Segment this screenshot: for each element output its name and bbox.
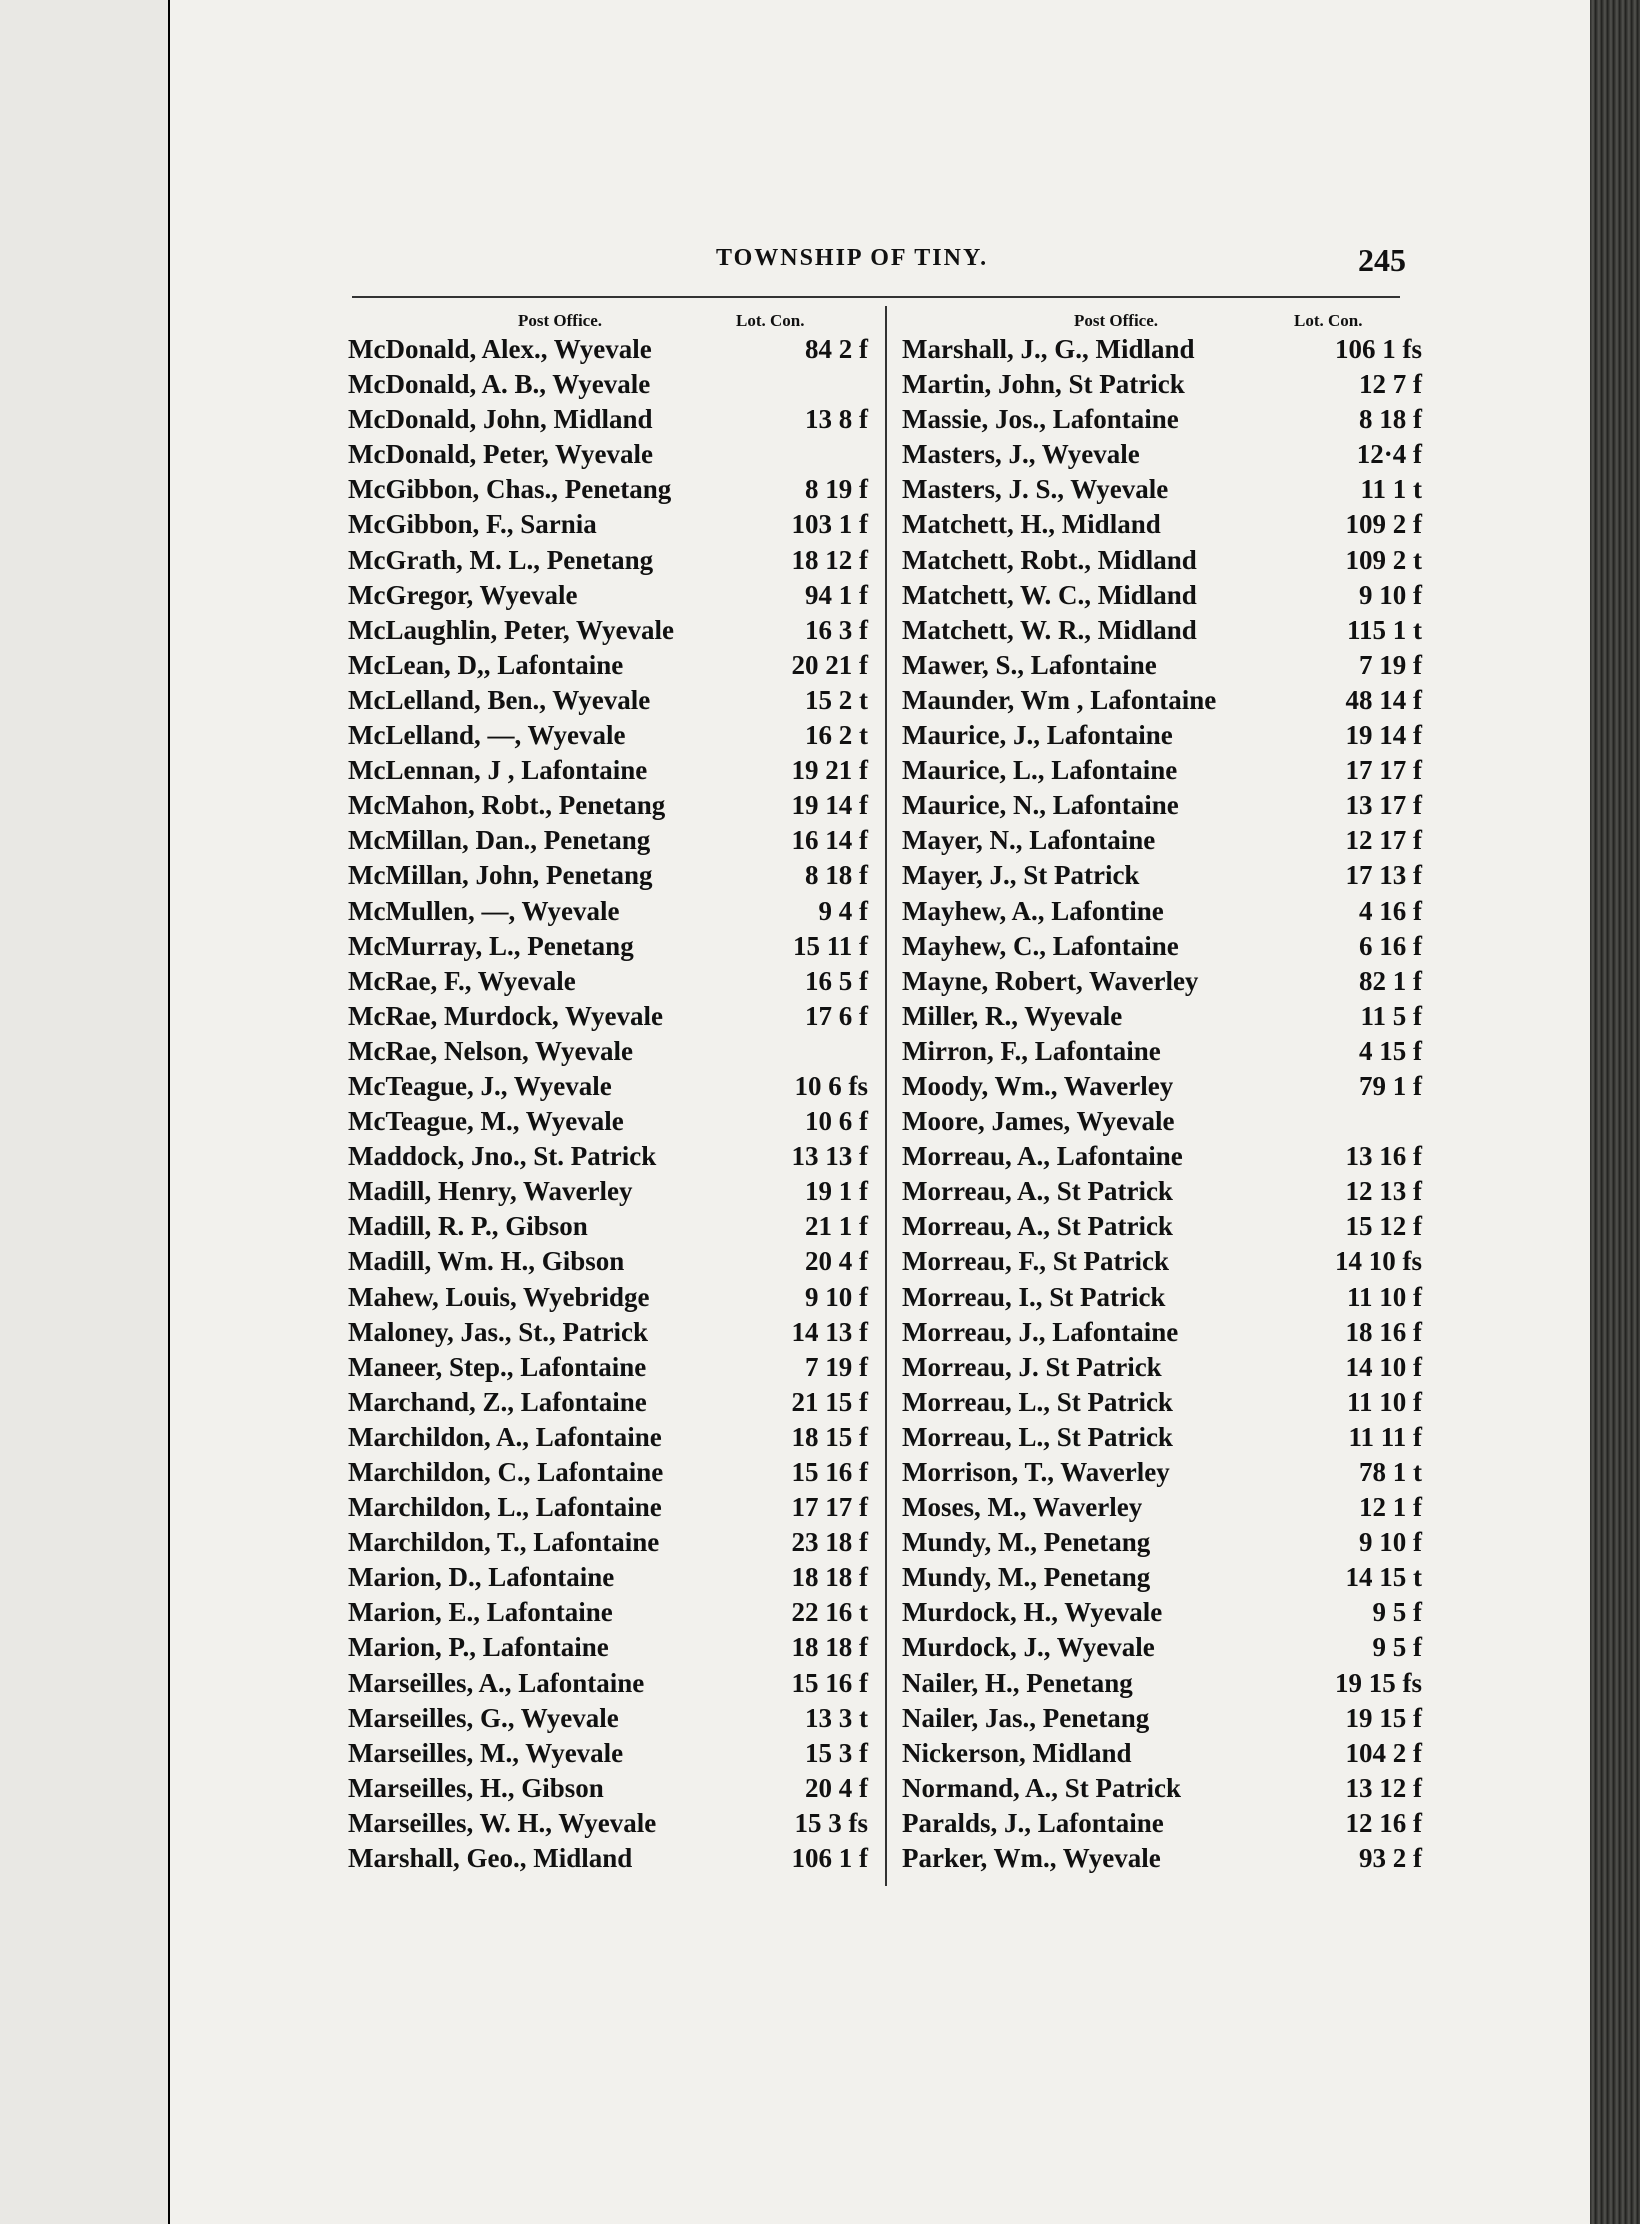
resident-name-post-office: Marseilles, M., Wyevale (348, 1737, 624, 1768)
resident-name-post-office: Morreau, F., St Patrick (902, 1246, 1169, 1277)
directory-entry (348, 648, 868, 683)
lot-concession: 82 1 f (1359, 965, 1422, 996)
resident-name-post-office: Massie, Jos., Lafontaine (902, 404, 1179, 435)
directory-entry (902, 1771, 1422, 1806)
lot-concession: 7 19 f (805, 1351, 868, 1382)
directory-entry (902, 718, 1422, 753)
lot-con-header: Lot. Con. (1294, 311, 1363, 330)
lot-concession: 15 3 fs (794, 1807, 868, 1838)
directory-entry (348, 1771, 868, 1806)
lot-concession: 16 5 f (805, 965, 868, 996)
directory-entry (348, 964, 868, 999)
resident-name-post-office: McLelland, —, Wyevale (348, 720, 626, 751)
resident-name-post-office: Marseilles, H., Gibson (348, 1772, 604, 1803)
directory-entry (348, 1595, 868, 1630)
lot-concession: 20 21 f (791, 649, 868, 680)
lot-concession: 11 5 f (1360, 1000, 1422, 1031)
resident-name-post-office: Parker, Wm., Wyevale (902, 1843, 1161, 1874)
resident-name-post-office: Masters, J., Wyevale (902, 439, 1140, 470)
directory-entry (902, 1560, 1422, 1595)
resident-name-post-office: McRae, F., Wyevale (348, 965, 576, 996)
resident-name-post-office: Mayhew, C., Lafontaine (902, 930, 1179, 961)
lot-concession: 23 18 f (791, 1527, 868, 1558)
directory-entry (902, 1315, 1422, 1350)
resident-name-post-office: McRae, Murdock, Wyevale (348, 1000, 663, 1031)
resident-name-post-office: Maurice, L., Lafontaine (902, 755, 1178, 786)
directory-entry (902, 964, 1422, 999)
lot-concession: 16 2 t (805, 720, 868, 751)
resident-name-post-office: Marchildon, T., Lafontaine (348, 1527, 660, 1558)
resident-name-post-office: McMahon, Robt., Penetang (348, 790, 666, 821)
resident-name-post-office: Mundy, M., Penetang (902, 1562, 1151, 1593)
directory-entry (348, 1525, 868, 1560)
lot-concession: 18 12 f (791, 544, 868, 575)
directory-entry (348, 858, 868, 893)
directory-entry (902, 1244, 1422, 1279)
lot-concession: 109 2 t (1345, 544, 1422, 575)
directory-entry (902, 1490, 1422, 1525)
lot-concession: 14 10 f (1345, 1351, 1422, 1382)
directory-entry (348, 1034, 868, 1069)
resident-name-post-office: Martin, John, St Patrick (902, 369, 1185, 400)
resident-name-post-office: Maunder, Wm , Lafontaine (902, 684, 1217, 715)
lot-concession: 115 1 t (1346, 614, 1422, 645)
directory-entry (902, 683, 1422, 718)
lot-concession: 9 10 f (1359, 1527, 1422, 1558)
directory-entry (348, 1139, 868, 1174)
resident-name-post-office: McMillan, Dan., Penetang (348, 825, 651, 856)
directory-entry (902, 332, 1422, 367)
directory-entry (902, 472, 1422, 507)
lot-concession: 20 4 f (805, 1246, 868, 1277)
lot-concession: 19 14 f (791, 790, 868, 821)
directory-entry (348, 929, 868, 964)
lot-concession: 12 1 f (1359, 1492, 1422, 1523)
lot-concession: 8 18 f (805, 860, 868, 891)
lot-concession: 12 13 f (1345, 1176, 1422, 1207)
directory-entry (348, 788, 868, 823)
lot-concession: 7 19 f (1359, 649, 1422, 680)
lot-concession: 48 14 f (1345, 684, 1422, 715)
directory-entry (902, 437, 1422, 472)
lot-concession: 20 4 f (805, 1772, 868, 1803)
lot-concession: 18 18 f (791, 1562, 868, 1593)
lot-concession: 12 7 f (1359, 369, 1422, 400)
directory-entry (348, 1490, 868, 1525)
lot-concession: 9 10 f (1359, 579, 1422, 610)
lot-concession: 11 11 f (1348, 1421, 1422, 1452)
directory-entry (902, 1174, 1422, 1209)
directory-entry (902, 929, 1422, 964)
lot-concession: 4 16 f (1359, 895, 1422, 926)
resident-name-post-office: Marseilles, W. H., Wyevale (348, 1807, 657, 1838)
directory-entry (902, 543, 1422, 578)
resident-name-post-office: McTeague, M., Wyevale (348, 1106, 624, 1137)
resident-name-post-office: McRae, Nelson, Wyevale (348, 1035, 633, 1066)
lot-concession: 19 15 fs (1335, 1667, 1422, 1698)
lot-concession: 106 1 f (791, 1843, 868, 1874)
page-number: 245 (1358, 242, 1406, 278)
directory-entry (902, 1209, 1422, 1244)
book-binding-edge (1590, 0, 1640, 2224)
resident-name-post-office: McGibbon, Chas., Penetang (348, 474, 672, 505)
directory-entry (902, 858, 1422, 893)
directory-entry (902, 1841, 1422, 1876)
resident-name-post-office: Nickerson, Midland (902, 1737, 1132, 1768)
directory-entry (348, 1560, 868, 1595)
directory-entry (348, 1174, 868, 1209)
resident-name-post-office: Mayer, J., St Patrick (902, 860, 1140, 891)
lot-concession: 19 1 f (805, 1176, 868, 1207)
lot-concession: 109 2 f (1345, 509, 1422, 540)
lot-concession: 19 14 f (1345, 720, 1422, 751)
lot-concession: 10 6 f (805, 1106, 868, 1137)
directory-entry (902, 402, 1422, 437)
lot-concession: 11 10 f (1346, 1281, 1422, 1312)
lot-concession: 103 1 f (791, 509, 868, 540)
lot-concession: 13 8 f (805, 404, 868, 435)
directory-entry (348, 1666, 868, 1701)
lot-concession: 19 15 f (1345, 1702, 1422, 1733)
directory-entry (902, 1069, 1422, 1104)
directory-entry (348, 1244, 868, 1279)
directory-entry (348, 1701, 868, 1736)
directory-entry (902, 648, 1422, 683)
directory-entry (348, 578, 868, 613)
directory-entry (902, 1630, 1422, 1665)
lot-concession: 16 3 f (805, 614, 868, 645)
directory-entry (348, 1736, 868, 1771)
directory-entry (348, 1280, 868, 1315)
resident-name-post-office: Marion, P., Lafontaine (348, 1632, 609, 1663)
resident-name-post-office: Marseilles, G., Wyevale (348, 1702, 619, 1733)
resident-name-post-office: Matchett, W. C., Midland (902, 579, 1197, 610)
resident-name-post-office: Morreau, A., St Patrick (902, 1176, 1173, 1207)
directory-entry (902, 1139, 1422, 1174)
directory-entry (902, 1034, 1422, 1069)
resident-name-post-office: Marseilles, A., Lafontaine (348, 1667, 645, 1698)
resident-name-post-office: McGibbon, F., Sarnia (348, 509, 597, 540)
resident-name-post-office: Marchildon, A., Lafontaine (348, 1421, 662, 1452)
resident-name-post-office: McMullen, —, Wyevale (348, 895, 620, 926)
resident-name-post-office: McLaughlin, Peter, Wyevale (348, 614, 674, 645)
lot-concession: 11 1 t (1360, 474, 1422, 505)
lot-concession: 21 1 f (805, 1211, 868, 1242)
directory-entry (348, 507, 868, 542)
directory-entry (348, 1104, 868, 1139)
lot-concession: 14 15 t (1345, 1562, 1422, 1593)
resident-name-post-office: Morreau, L., St Patrick (902, 1386, 1173, 1417)
resident-name-post-office: McDonald, Alex., Wyevale (348, 334, 652, 364)
lot-concession: 104 2 f (1345, 1737, 1422, 1768)
resident-name-post-office: Maneer, Step., Lafontaine (348, 1351, 647, 1382)
directory-entry (348, 1806, 868, 1841)
resident-name-post-office: McMillan, John, Penetang (348, 860, 653, 891)
resident-name-post-office: Madill, Wm. H., Gibson (348, 1246, 625, 1277)
lot-concession: 17 17 f (1345, 755, 1422, 786)
lot-concession: 6 16 f (1359, 930, 1422, 961)
directory-entry (348, 543, 868, 578)
header-rule (352, 296, 1400, 298)
resident-name-post-office: Mayne, Robert, Waverley (902, 965, 1199, 996)
lot-concession: 17 6 f (805, 1000, 868, 1031)
resident-name-post-office: Marchildon, C., Lafontaine (348, 1457, 664, 1487)
directory-entry (902, 1666, 1422, 1701)
resident-name-post-office: Moses, M., Waverley (902, 1492, 1143, 1523)
lot-concession: 15 3 f (805, 1737, 868, 1768)
resident-name-post-office: McMurray, L., Penetang (348, 930, 634, 961)
page-title: TOWNSHIP OF TINY. (716, 245, 989, 271)
resident-name-post-office: Matchett, Robt., Midland (902, 544, 1197, 575)
lot-concession: 9 4 f (818, 895, 868, 926)
resident-name-post-office: McGrath, M. L., Penetang (348, 544, 654, 575)
lot-concession: 22 16 t (791, 1597, 868, 1628)
resident-name-post-office: Maloney, Jas., St., Patrick (348, 1316, 648, 1347)
resident-name-post-office: McDonald, A. B., Wyevale (348, 369, 651, 400)
resident-name-post-office: Marshall, J., G., Midland (902, 334, 1195, 364)
resident-name-post-office: McDonald, Peter, Wyevale (348, 439, 653, 470)
directory-entry (348, 1209, 868, 1244)
directory-entry (902, 1280, 1422, 1315)
directory-entry (348, 1385, 868, 1420)
lot-concession: 12 17 f (1345, 825, 1422, 856)
lot-concession: 94 1 f (805, 579, 868, 610)
directory-entry (348, 613, 868, 648)
resident-name-post-office: Mawer, S., Lafontaine (902, 649, 1157, 680)
lot-concession: 15 16 f (791, 1457, 868, 1487)
directory-entry (348, 367, 868, 402)
directory-entry (902, 613, 1422, 648)
resident-name-post-office: Morreau, A., Lafontaine (902, 1141, 1183, 1172)
directory-entry (348, 1841, 868, 1876)
resident-name-post-office: Maddock, Jno., St. Patrick (348, 1141, 657, 1172)
resident-name-post-office: Murdock, J., Wyevale (902, 1632, 1155, 1663)
resident-name-post-office: McLelland, Ben., Wyevale (348, 684, 651, 715)
resident-name-post-office: Morreau, L., St Patrick (902, 1421, 1173, 1452)
directory-entry (348, 683, 868, 718)
right-directory-column (902, 332, 1422, 1876)
directory-entry (348, 1315, 868, 1350)
directory-entry (348, 718, 868, 753)
lot-concession: 8 18 f (1359, 404, 1422, 435)
lot-concession: 10 6 fs (794, 1070, 868, 1101)
resident-name-post-office: Murdock, H., Wyevale (902, 1597, 1163, 1628)
directory-entry (902, 1806, 1422, 1841)
lot-concession: 17 17 f (791, 1492, 868, 1523)
lot-concession: 14 13 f (791, 1316, 868, 1347)
resident-name-post-office: Marion, D., Lafontaine (348, 1562, 615, 1593)
resident-name-post-office: Mirron, F., Lafontaine (902, 1035, 1161, 1066)
left-directory-column (348, 332, 868, 1876)
resident-name-post-office: Morreau, I., St Patrick (902, 1281, 1166, 1312)
lot-concession: 13 3 t (805, 1702, 868, 1733)
directory-entry (902, 1350, 1422, 1385)
resident-name-post-office: McGregor, Wyevale (348, 579, 578, 610)
directory-entry (348, 753, 868, 788)
resident-name-post-office: Moore, James, Wyevale (902, 1106, 1175, 1137)
lot-concession: 18 18 f (791, 1632, 868, 1663)
directory-entry (348, 402, 868, 437)
directory-entry (348, 1069, 868, 1104)
directory-entry (902, 1736, 1422, 1771)
resident-name-post-office: Madill, R. P., Gibson (348, 1211, 588, 1242)
directory-entry (902, 1595, 1422, 1630)
resident-name-post-office: Maurice, J., Lafontaine (902, 720, 1173, 751)
directory-entry (902, 1701, 1422, 1736)
resident-name-post-office: Moody, Wm., Waverley (902, 1070, 1174, 1101)
lot-concession: 16 14 f (791, 825, 868, 856)
lot-concession: 78 1 t (1359, 1457, 1422, 1487)
directory-entry (902, 367, 1422, 402)
directory-entry (902, 578, 1422, 613)
lot-concession: 8 19 f (805, 474, 868, 505)
directory-entry (902, 788, 1422, 823)
directory-entry (348, 472, 868, 507)
lot-concession: 15 12 f (1345, 1211, 1422, 1242)
lot-concession: 84 2 f (805, 334, 868, 364)
lot-concession: 9 10 f (805, 1281, 868, 1312)
lot-concession: 13 12 f (1345, 1772, 1422, 1803)
directory-entry (348, 437, 868, 472)
directory-entry (348, 1455, 868, 1490)
resident-name-post-office: Morrison, T., Waverley (902, 1457, 1170, 1487)
resident-name-post-office: Morreau, A., St Patrick (902, 1211, 1173, 1242)
resident-name-post-office: McTeague, J., Wyevale (348, 1070, 612, 1101)
lot-concession: 9 5 f (1372, 1632, 1422, 1663)
lot-concession: 15 16 f (791, 1667, 868, 1698)
resident-name-post-office: Mayhew, A., Lafontine (902, 895, 1164, 926)
resident-name-post-office: Marchildon, L., Lafontaine (348, 1492, 662, 1523)
directory-entry (902, 823, 1422, 858)
resident-name-post-office: Mundy, M., Penetang (902, 1527, 1151, 1558)
resident-name-post-office: McLean, D,, Lafontaine (348, 649, 624, 680)
directory-entry (902, 1385, 1422, 1420)
directory-entry (902, 894, 1422, 929)
resident-name-post-office: Masters, J. S., Wyevale (902, 474, 1169, 505)
lot-concession: 21 15 f (791, 1386, 868, 1417)
directory-entry (348, 1630, 868, 1665)
lot-concession: 15 11 f (792, 930, 868, 961)
resident-name-post-office: Morreau, J., Lafontaine (902, 1316, 1179, 1347)
directory-entry (348, 1420, 868, 1455)
lot-concession: 4 15 f (1359, 1035, 1422, 1066)
resident-name-post-office: Marion, E., Lafontaine (348, 1597, 613, 1628)
lot-concession: 12 16 f (1345, 1807, 1422, 1838)
directory-entry (902, 1420, 1422, 1455)
directory-entry (902, 1525, 1422, 1560)
column-divider (885, 306, 887, 1886)
resident-name-post-office: Matchett, W. R., Midland (902, 614, 1197, 645)
lot-concession: 13 17 f (1345, 790, 1422, 821)
directory-entry (902, 507, 1422, 542)
lot-concession: 13 13 f (791, 1141, 868, 1172)
post-office-header: Post Office. (518, 311, 603, 330)
directory-entry (902, 1455, 1422, 1490)
resident-name-post-office: Miller, R., Wyevale (902, 1000, 1123, 1031)
resident-name-post-office: Mahew, Louis, Wyebridge (348, 1281, 650, 1312)
lot-concession: 18 16 f (1345, 1316, 1422, 1347)
resident-name-post-office: Matchett, H., Midland (902, 509, 1161, 540)
lot-concession: 12·4 f (1356, 439, 1422, 470)
directory-entry (902, 999, 1422, 1034)
resident-name-post-office: Paralds, J., Lafontaine (902, 1807, 1164, 1838)
directory-entry (902, 1104, 1422, 1139)
directory-entry (348, 999, 868, 1034)
lot-concession: 14 10 fs (1335, 1246, 1422, 1277)
lot-concession: 93 2 f (1359, 1843, 1422, 1874)
lot-concession: 19 21 f (791, 755, 868, 786)
directory-entry (348, 823, 868, 858)
lot-concession: 15 2 t (805, 684, 868, 715)
lot-concession: 106 1 fs (1335, 334, 1422, 364)
lot-con-header: Lot. Con. (736, 311, 805, 330)
previous-page-margin (0, 0, 168, 2224)
resident-name-post-office: Morreau, J. St Patrick (902, 1351, 1162, 1382)
lot-concession: 79 1 f (1359, 1070, 1422, 1101)
lot-concession: 18 15 f (791, 1421, 868, 1452)
resident-name-post-office: Nailer, H., Penetang (902, 1667, 1133, 1698)
lot-concession: 13 16 f (1345, 1141, 1422, 1172)
resident-name-post-office: Marshall, Geo., Midland (348, 1843, 633, 1874)
resident-name-post-office: Mayer, N., Lafontaine (902, 825, 1156, 856)
lot-concession: 11 10 f (1346, 1386, 1422, 1417)
directory-entry (902, 753, 1422, 788)
directory-entry (348, 332, 868, 367)
resident-name-post-office: Normand, A., St Patrick (902, 1772, 1181, 1803)
resident-name-post-office: Marchand, Z., Lafontaine (348, 1386, 647, 1417)
directory-entry (348, 1350, 868, 1385)
resident-name-post-office: Madill, Henry, Waverley (348, 1176, 633, 1207)
resident-name-post-office: Maurice, N., Lafontaine (902, 790, 1179, 821)
lot-concession: 9 5 f (1372, 1597, 1422, 1628)
resident-name-post-office: Nailer, Jas., Penetang (902, 1702, 1150, 1733)
lot-concession: 17 13 f (1345, 860, 1422, 891)
resident-name-post-office: McLennan, J , Lafontaine (348, 755, 648, 786)
post-office-header: Post Office. (1074, 311, 1159, 330)
directory-entry (348, 894, 868, 929)
resident-name-post-office: McDonald, John, Midland (348, 404, 653, 435)
